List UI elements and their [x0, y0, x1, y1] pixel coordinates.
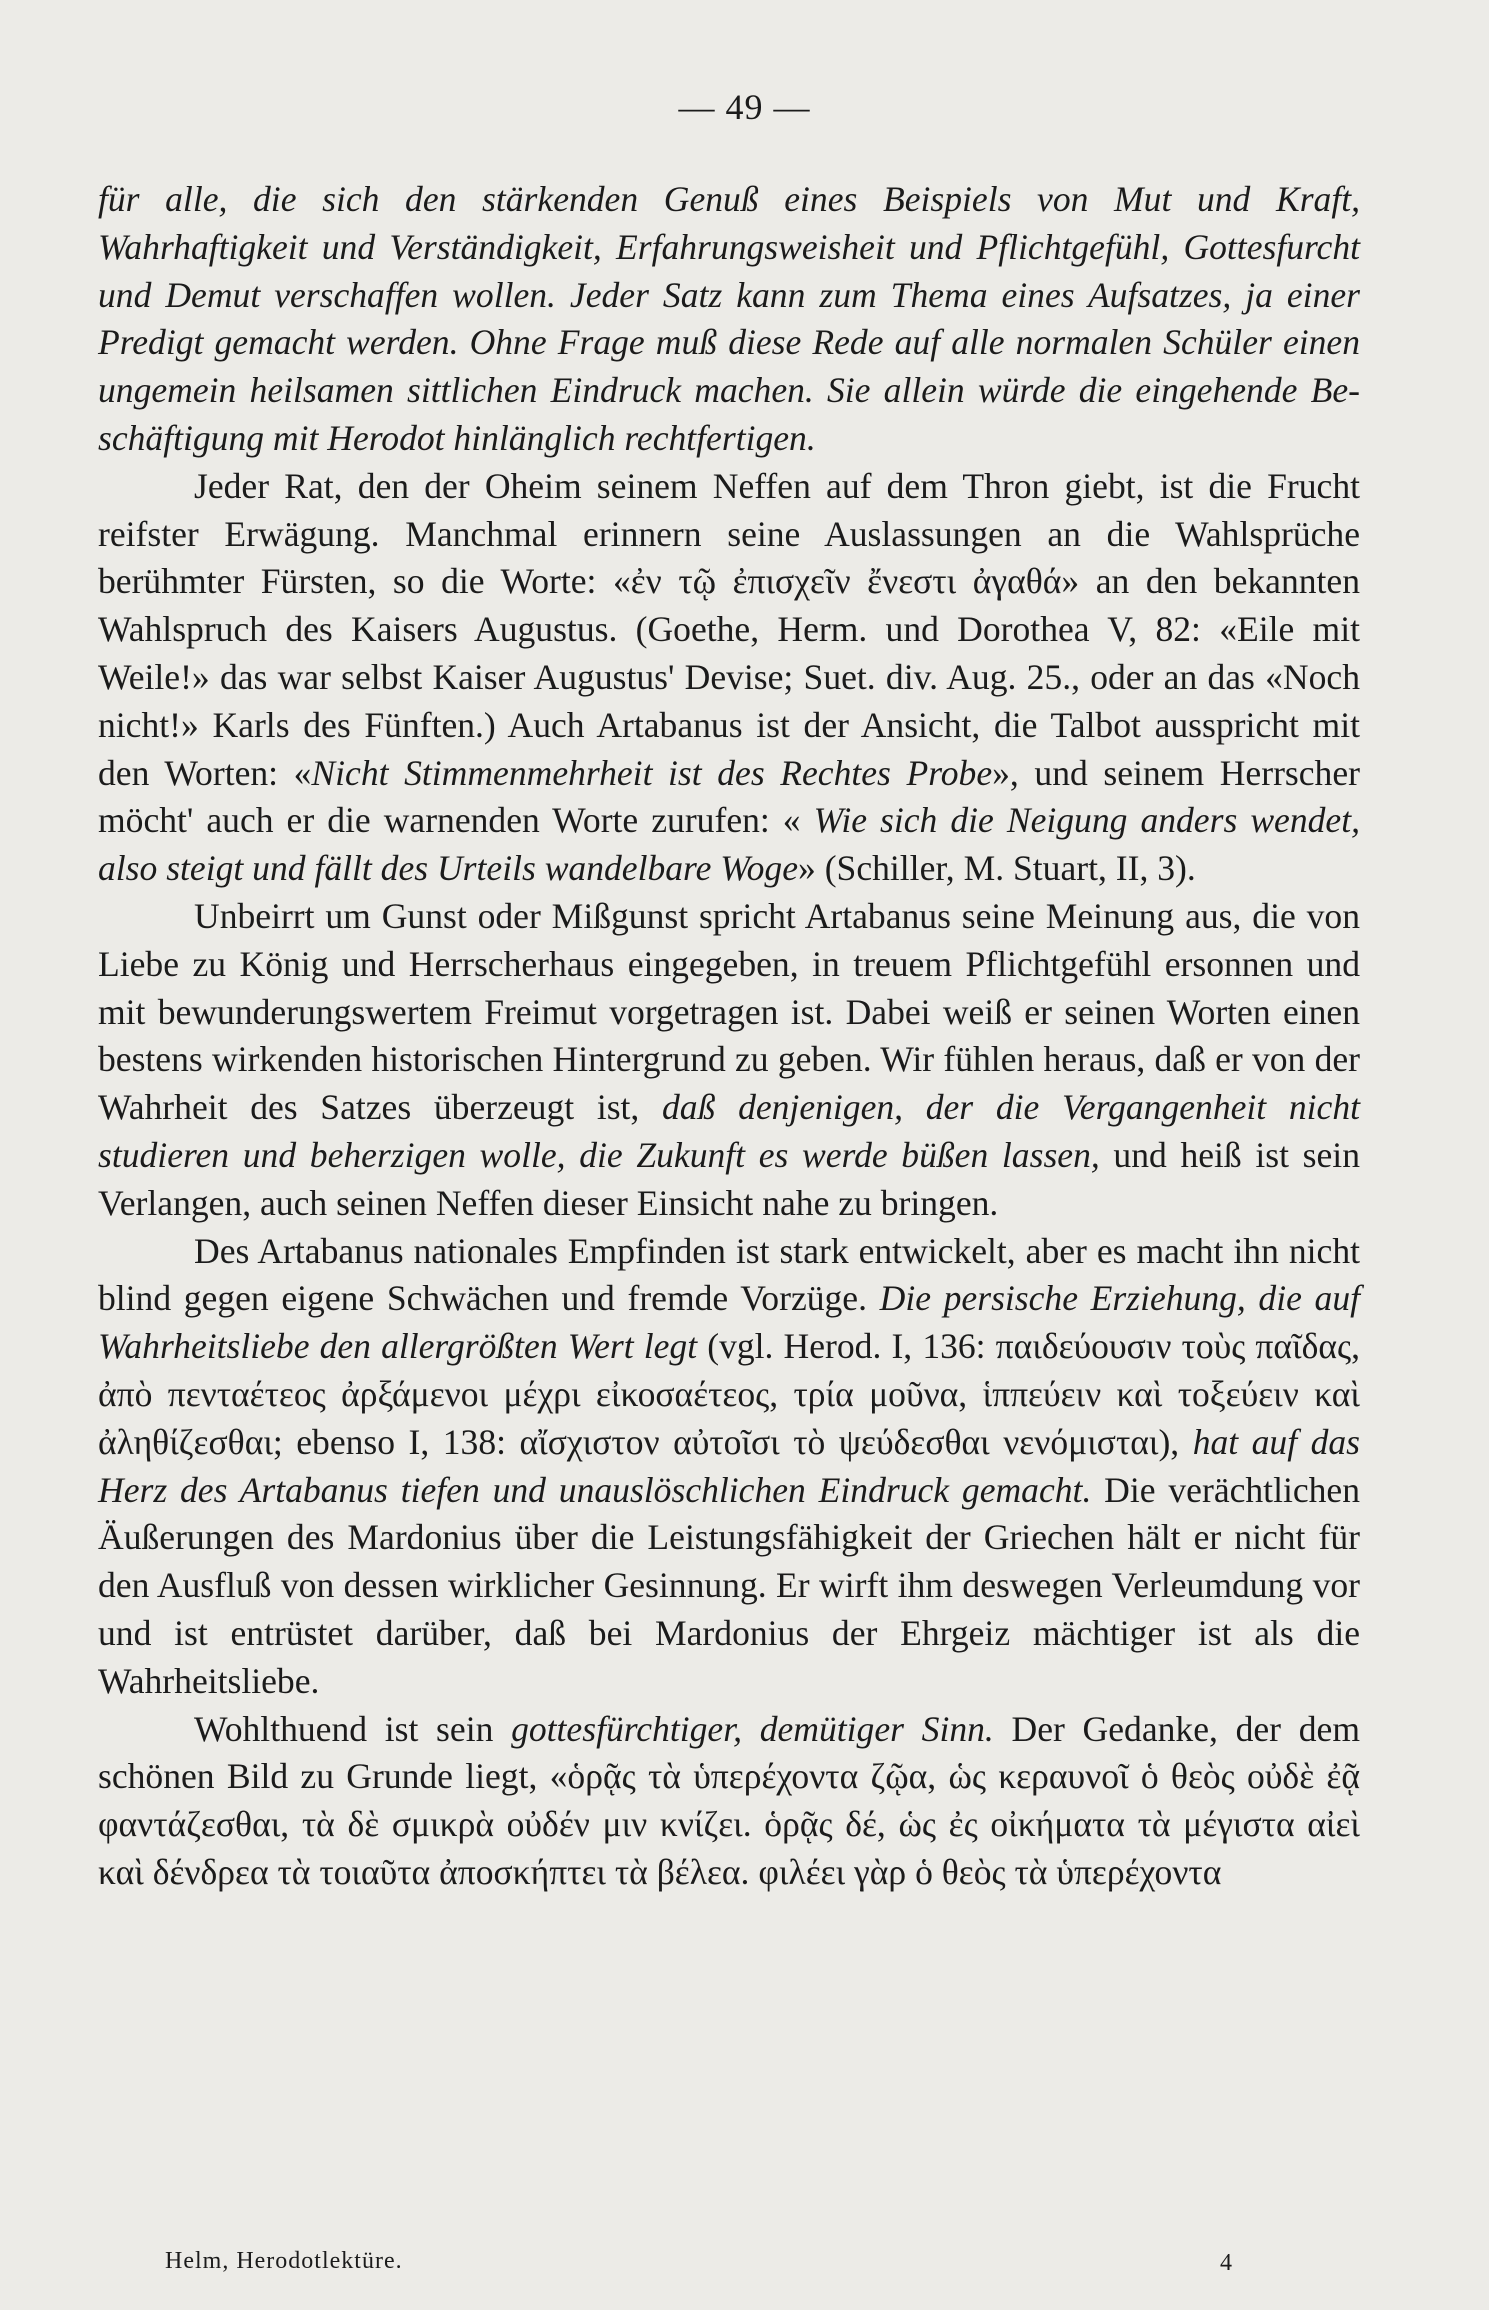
text-segment: Wie sich die Neigung anders wendet, also steigt und fällt des Urteils wandelbare Woge	[98, 800, 1360, 889]
paragraph-1	[98, 176, 1360, 463]
text-segment: Wohlthuend ist sein	[194, 1708, 512, 1749]
paragraph-2	[98, 463, 1360, 893]
text-segment: Nicht Stimmenmehrheit ist des Rechtes Probe	[311, 752, 993, 793]
body-text	[98, 176, 1360, 1897]
footer-signature: Helm, Herodotlektüre.	[165, 2248, 403, 2274]
text-segment: » (Schiller, M. Stuart, II, 3).	[798, 848, 1196, 889]
text-segment: gottesfürchtiger, demütiger Sinn.	[511, 1708, 994, 1749]
footer-sheet-number: 4	[1220, 2250, 1232, 2276]
text-segment: daß denjenigen, der die Vergangenheit nicht studieren und beherzigen wolle, die Zukunft es werde büßen lassen,	[98, 1087, 1360, 1175]
text-segment: Die verächtlichen Äußerungen des Mardonius über die Leistungsfähigkeit der Griechen hält er nicht für den Ausfluß von dessen wirklicher Gesinnung. Er wirft ihm deswegen Verleumdung vor und ist entrüstet darüber, daß bei Mardonius der Ehrgeiz mächtiger ist als die Wahrheitsliebe.	[98, 1469, 1361, 1701]
text-segment: Jeder Rat, den der Oheim seinem Neffen auf dem Thron giebt, ist die Frucht reifster Erwägung. Manchmal erinnern seine Auslassungen an die Wahlsprüche berühmter Fürsten, so die Worte: «ἐν τῷ ἐπισχεῖν ἔνεστι ἀγαθά» an den bekannten Wahlspruch des Kaisers Augustus. (Goethe, Herm. und Dorothea V, 82: «Eile mit Weile!» das war selbst Kaiser Augustus' Devise; Suet. div. Aug. 25., oder an das «Noch nicht!» Karls des Fünften.) Auch Artabanus ist der Ansicht, die Talbot ausspricht mit den Worten: «	[98, 465, 1360, 793]
text-segment: hat auf das Herz des Artabanus tiefen und unauslöschlichen Eindruck gemacht.	[98, 1421, 1360, 1510]
text-segment: Unbeirrt um Gunst oder Mißgunst spricht Artabanus seine Meinung aus, die von Liebe zu König und Herrscherhaus eingegeben, in treuem Pflichtgefühl ersonnen und mit bewunderungswertem Freimut vorgetragen ist. Dabei weiß er seinen Worten einen bestens wirkenden historischen Hintergrund zu geben. Wir fühlen heraus, daß er von der Wahrheit des Satzes überzeugt ist,	[98, 895, 1360, 1128]
text-segment: (vgl. Herod. I, 136: παιδεύουσιν τοὺς παῖδας, ἀπὸ πενταέτεος ἀρξάμενοι μέχρι εἰκοσαέτεος, τρία μοῦνα, ἱππεύειν καὶ τοξεύειν καὶ ἀληθίζεσθαι; ebenso I, 138: αἴσχιστον αὐτοῖσι τὸ ψεύδεσθαι νενόμισται),	[98, 1326, 1360, 1462]
text-segment: und heiß ist sein Verlangen, auch seinen Neffen dieser Einsicht nahe zu bringen.	[98, 1134, 1360, 1223]
paragraph-4	[98, 1228, 1360, 1706]
text-segment: für alle, die sich den stärkenden Genuß eines Beispiels von Mut und Kraft, Wahrhaftigkeit und Verständigkeit, Erfahrungsweisheit und Pflichtgefühl, Gottesfurcht und Demut verschaffen wollen. Jeder Satz kann zum Thema eines Aufsatzes, ja einer Predigt gemacht werden. Ohne Frage muß diese Rede auf alle normalen Schüler einen ungemein heilsamen sittlichen Eindruck machen. Sie allein würde die eingehende Beschäftigung mit Herodot hinlänglich rechtfertigen.	[98, 179, 1360, 458]
page-number: — 49 —	[678, 87, 811, 127]
text-segment: Der Gedanke, der dem schönen Bild zu Grunde liegt, «ὁρᾷς τὰ ὑπερέχοντα ζῷα, ὡς κεραυνοῖ ὁ θεὸς οὐδὲ ἐᾷ φαντάζεσθαι, τὰ δὲ σμικρὰ οὐδέν μιν κνίζει. ὁρᾷς δέ, ὡς ἐς οἰκήματα τὰ μέγιστα αἰεὶ καὶ δένδρεα τὰ τοιαῦτα ἀποσκήπτει τὰ βέλεα. φιλέει γὰρ ὁ θεὸς τὰ ὑπερέχοντα	[98, 1708, 1360, 1892]
text-segment: Die persische Erziehung, die auf Wahrheitsliebe den allergrößten Wert legt	[98, 1278, 1360, 1367]
text-segment: Des Artabanus nationales Empfinden ist stark entwickelt, aber es macht ihn nicht blind gegen eigene Schwächen und fremde Vorzüge.	[98, 1230, 1360, 1319]
paragraph-5	[98, 1706, 1360, 1897]
paragraph-3	[98, 893, 1360, 1228]
text-segment: », und seinem Herrscher möcht' auch er die warnenden Worte zurufen: «	[98, 752, 1360, 841]
